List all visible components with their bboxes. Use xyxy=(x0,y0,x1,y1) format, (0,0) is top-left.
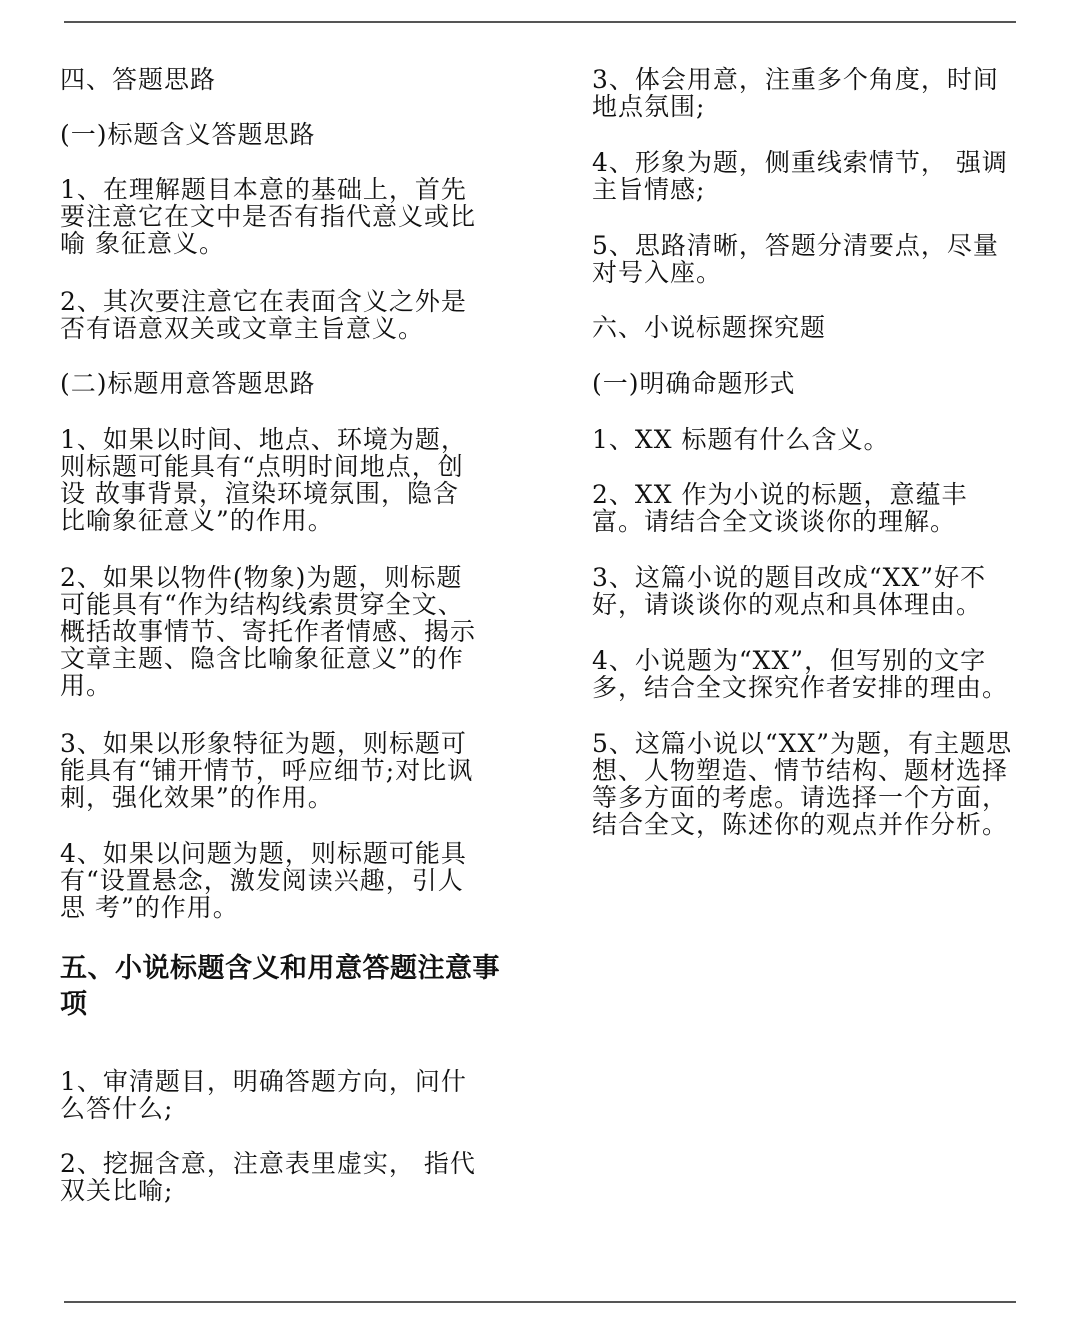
paragraph: 2、其次要注意它在表面含义之外是 否有语意双关或文章主旨意义。 xyxy=(60,287,467,343)
paragraph: 3、体会用意，注重多个角度，时间 地点氛围; xyxy=(592,65,999,121)
paragraph: 1、XX 标题有什么含义。 xyxy=(592,425,890,454)
paragraph: 1、如果以时间、地点、环境为题， 则标题可能具有“点明时间地点，创 设 故事背景，渲染环境氛围，隐含 比喻象征意义”的作用。 xyxy=(60,425,467,535)
paragraph: 2、XX 作为小说的标题，意蕴丰 富。请结合全文谈谈你的理解。 xyxy=(592,480,968,536)
top-divider xyxy=(64,21,1016,23)
paragraph: 5、这篇小说以“XX”为题，有主题思 想、人物塑造、情节结构、题材选择 等多方面的考虑。请选择一个方面， 结合全文，陈述你的观点并作分析。 xyxy=(592,729,1013,839)
paragraph: 4、如果以问题为题，则标题可能具 有“设置悬念，激发阅读兴趣，引人 思 考”的作用。 xyxy=(60,839,467,922)
bottom-divider xyxy=(64,1301,1016,1303)
paragraph: 2、挖掘含意，注意表里虚实， 指代 双关比喻; xyxy=(60,1149,476,1205)
paragraph: 4、小说题为“XX”，但写别的文字 多，结合全文探究作者安排的理由。 xyxy=(592,646,1009,702)
section-heading-notes: 五、小说标题含义和用意答题注意事 项 xyxy=(60,953,500,1020)
paragraph: 1、审清题目，明确答题方向，问什 么答什么; xyxy=(60,1067,467,1123)
paragraph: 3、这篇小说的题目改成“XX”好不 好，请谈谈你的观点和具体理由。 xyxy=(592,563,987,619)
section-heading-exploration: 六、小说标题探究题 xyxy=(592,313,827,342)
paragraph: 3、如果以形象特征为题，则标题可 能具有“铺开情节，呼应细节;对比讽 刺，强化效果”的作用。 xyxy=(60,729,474,812)
subheading-question-forms: (一)明确命题形式 xyxy=(592,369,796,398)
paragraph: 2、如果以物件(物象)为题，则标题 可能具有“作为结构线索贯穿全文、 概括故事情节、寄托作者情感、揭示 文章主题、隐含比喻象征意义”的作 用。 xyxy=(60,563,477,700)
subheading-title-meaning: (一)标题含义答题思路 xyxy=(60,120,316,149)
paragraph: 1、在理解题目本意的基础上，首先 要注意它在文中是否有指代意义或比 喻 象征意义。 xyxy=(60,175,477,258)
section-heading-answer-approach: 四、答题思路 xyxy=(60,65,217,94)
paragraph: 4、形象为题，侧重线索情节， 强调 主旨情感; xyxy=(592,148,1008,204)
subheading-title-purpose: (二)标题用意答题思路 xyxy=(60,369,316,398)
paragraph: 5、思路清晰，答题分清要点，尽量 对号入座。 xyxy=(592,231,999,287)
